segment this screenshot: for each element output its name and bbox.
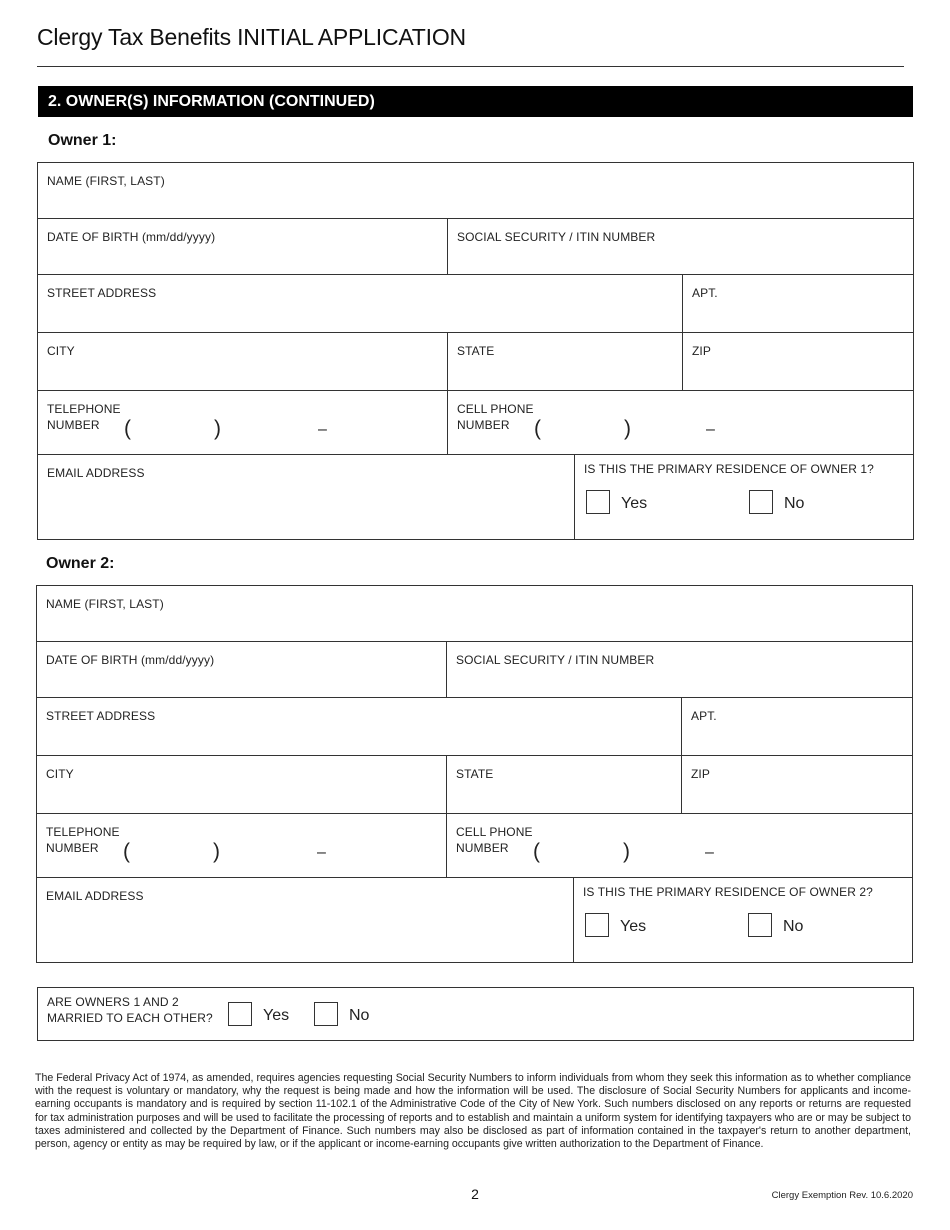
- owner-2-primary-no-checkbox[interactable]: [748, 913, 772, 937]
- phone-dash: –: [706, 421, 715, 438]
- owner-2-street-cell: [37, 698, 682, 756]
- owner-1-dob-input[interactable]: [38, 245, 447, 274]
- owner-2-ssn-cell: [447, 642, 912, 698]
- owner-1-cell-phone-cell: [448, 391, 913, 455]
- married-yes-checkbox[interactable]: [228, 1002, 252, 1026]
- owner-1-primary-no-checkbox[interactable]: [749, 490, 773, 514]
- email-label: EMAIL ADDRESS: [47, 466, 145, 480]
- section-title: 2. OWNER(S) INFORMATION (CONTINUED): [38, 86, 913, 117]
- owner-2-email-cell: [37, 878, 574, 962]
- owner-2-heading: Owner 2:: [46, 555, 115, 572]
- state-label: STATE: [456, 767, 494, 781]
- yes-label: Yes: [263, 1007, 290, 1024]
- owner-1-state-input[interactable]: [448, 359, 682, 390]
- no-label: No: [783, 918, 804, 935]
- owner-2-dob-cell: [37, 642, 447, 698]
- privacy-notice: The Federal Privacy Act of 1974, as amended, requires agencies requesting Social Security Numbers to inform individuals from whom they seek this information as to whether compliance with the request is voluntary or mandatory, why the request is being made and how the information will be used. The disclosure of Social Security Numbers for applicants and income-earning occupants is mandatory and is required by section 11-102.1 of the Administrative Code of the City of New York. Such numbers disclosed on any reports or returns are requested for tax administration purposes and will be used to facilitate the processing of reports and to establish and maintain a uniform system for identifying taxpayers who are or may be subject to taxes administered and collected by the Department of Finance. Such numbers may also be disclosed as part of information contained in the taxpayer's return to another department, person, agency or entity as may be required by law, or if the applicant or income-earning occupants give written authorization to the Department of Finance.: [35, 1072, 911, 1151]
- owner-2-telephone-cell: [37, 814, 447, 878]
- owner-1-primary-yes-checkbox[interactable]: [586, 490, 610, 514]
- owner-2-dob-input[interactable]: [37, 668, 446, 697]
- owner-1-telephone-cell: [38, 391, 448, 455]
- owner-2-telephone-input[interactable]: [107, 834, 446, 877]
- telephone-label-line2: NUMBER: [46, 841, 99, 855]
- street-label: STREET ADDRESS: [46, 709, 156, 723]
- ssn-label: SOCIAL SECURITY / ITIN NUMBER: [457, 230, 656, 244]
- married-no-checkbox[interactable]: [314, 1002, 338, 1026]
- open-paren: (: [534, 417, 541, 440]
- married-question-line1: ARE OWNERS 1 AND 2: [47, 995, 179, 1009]
- owner-2-email-input[interactable]: [37, 904, 573, 962]
- owner-1-street-cell: [38, 275, 683, 333]
- owner-2-form: [36, 585, 913, 963]
- close-paren: ): [623, 840, 630, 863]
- name-label: NAME (FIRST, LAST): [47, 174, 165, 188]
- email-label: EMAIL ADDRESS: [46, 889, 144, 903]
- close-paren: ): [213, 840, 220, 863]
- cell-phone-label: [457, 401, 534, 433]
- phone-dash: –: [705, 844, 714, 861]
- primary-residence-question: IS THIS THE PRIMARY RESIDENCE OF OWNER 1?: [584, 462, 874, 476]
- owner-2-street-input[interactable]: [37, 724, 681, 755]
- cell-phone-label-line1: CELL PHONE: [456, 825, 533, 839]
- owner-2-name-input[interactable]: [37, 612, 912, 641]
- cell-phone-label-line1: CELL PHONE: [457, 402, 534, 416]
- owner-2-ssn-input[interactable]: [447, 668, 912, 697]
- no-label: No: [784, 495, 805, 512]
- yes-label: Yes: [621, 495, 648, 512]
- dob-label: DATE OF BIRTH (mm/dd/yyyy): [46, 653, 215, 667]
- owner-2-city-cell: [37, 756, 447, 814]
- street-label: STREET ADDRESS: [47, 286, 157, 300]
- header-divider: [37, 66, 904, 67]
- owner-1-apt-input[interactable]: [683, 301, 913, 332]
- owner-2-state-input[interactable]: [447, 782, 681, 813]
- married-question: [47, 994, 213, 1026]
- owner-1-cell-phone-input[interactable]: [528, 411, 913, 454]
- owner-1-zip-cell: [683, 333, 913, 391]
- owner-2-zip-input[interactable]: [682, 782, 912, 813]
- owner-2-primary-yes-checkbox[interactable]: [585, 913, 609, 937]
- revision-note: Clergy Exemption Rev. 10.6.2020: [771, 1190, 913, 1201]
- telephone-label-line1: TELEPHONE: [47, 402, 121, 416]
- page-title: Clergy Tax Benefits INITIAL APPLICATION: [37, 24, 466, 50]
- state-label: STATE: [457, 344, 495, 358]
- phone-dash: –: [317, 844, 326, 861]
- telephone-label-line1: TELEPHONE: [46, 825, 120, 839]
- owner-1-email-cell: [38, 455, 575, 539]
- owner-2-state-cell: [447, 756, 682, 814]
- phone-dash: –: [318, 421, 327, 438]
- owner-2-apt-cell: [682, 698, 912, 756]
- dob-label: DATE OF BIRTH (mm/dd/yyyy): [47, 230, 216, 244]
- owner-1-ssn-cell: [448, 219, 913, 275]
- owner-2-zip-cell: [682, 756, 912, 814]
- cell-phone-label-line2: NUMBER: [457, 418, 510, 432]
- close-paren: ): [214, 417, 221, 440]
- owner-2-apt-input[interactable]: [682, 724, 912, 755]
- owner-1-city-input[interactable]: [38, 359, 447, 390]
- apt-label: APT.: [691, 709, 717, 723]
- owner-1-dob-cell: [38, 219, 448, 275]
- close-paren: ): [624, 417, 631, 440]
- owner-1-ssn-input[interactable]: [448, 245, 913, 274]
- owner-2-city-input[interactable]: [37, 782, 446, 813]
- ssn-label: SOCIAL SECURITY / ITIN NUMBER: [456, 653, 655, 667]
- owner-1-telephone-input[interactable]: [108, 411, 447, 454]
- primary-residence-question: IS THIS THE PRIMARY RESIDENCE OF OWNER 2?: [583, 885, 873, 899]
- name-label: NAME (FIRST, LAST): [46, 597, 164, 611]
- zip-label: ZIP: [692, 344, 711, 358]
- owner-1-city-cell: [38, 333, 448, 391]
- owner-1-email-input[interactable]: [38, 481, 574, 539]
- open-paren: (: [124, 417, 131, 440]
- open-paren: (: [533, 840, 540, 863]
- open-paren: (: [123, 840, 130, 863]
- city-label: CITY: [46, 767, 74, 781]
- owner-1-zip-input[interactable]: [683, 359, 913, 390]
- telephone-label-line2: NUMBER: [47, 418, 100, 432]
- zip-label: ZIP: [691, 767, 710, 781]
- owner-1-form: [37, 162, 914, 540]
- owner-1-state-cell: [448, 333, 683, 391]
- owner-1-street-input[interactable]: [38, 301, 682, 332]
- cell-phone-label: [456, 824, 533, 856]
- married-question-line2: MARRIED TO EACH OTHER?: [47, 1011, 213, 1025]
- yes-label: Yes: [620, 918, 647, 935]
- married-question-box: [37, 987, 914, 1041]
- owner-1-heading: Owner 1:: [48, 132, 117, 149]
- owner-1-name-input[interactable]: [38, 189, 913, 218]
- owner-2-cell-phone-cell: [447, 814, 912, 878]
- owner-1-apt-cell: [683, 275, 913, 333]
- no-label: No: [349, 1007, 370, 1024]
- city-label: CITY: [47, 344, 75, 358]
- page-number: 2: [471, 1186, 479, 1202]
- owner-2-name-cell: [37, 586, 912, 642]
- cell-phone-label-line2: NUMBER: [456, 841, 509, 855]
- owner-2-cell-phone-input[interactable]: [527, 834, 912, 877]
- owner-1-name-cell: [38, 163, 913, 219]
- owner-2-primary-residence-cell: [574, 878, 912, 962]
- owner-1-primary-residence-cell: [575, 455, 913, 539]
- apt-label: APT.: [692, 286, 718, 300]
